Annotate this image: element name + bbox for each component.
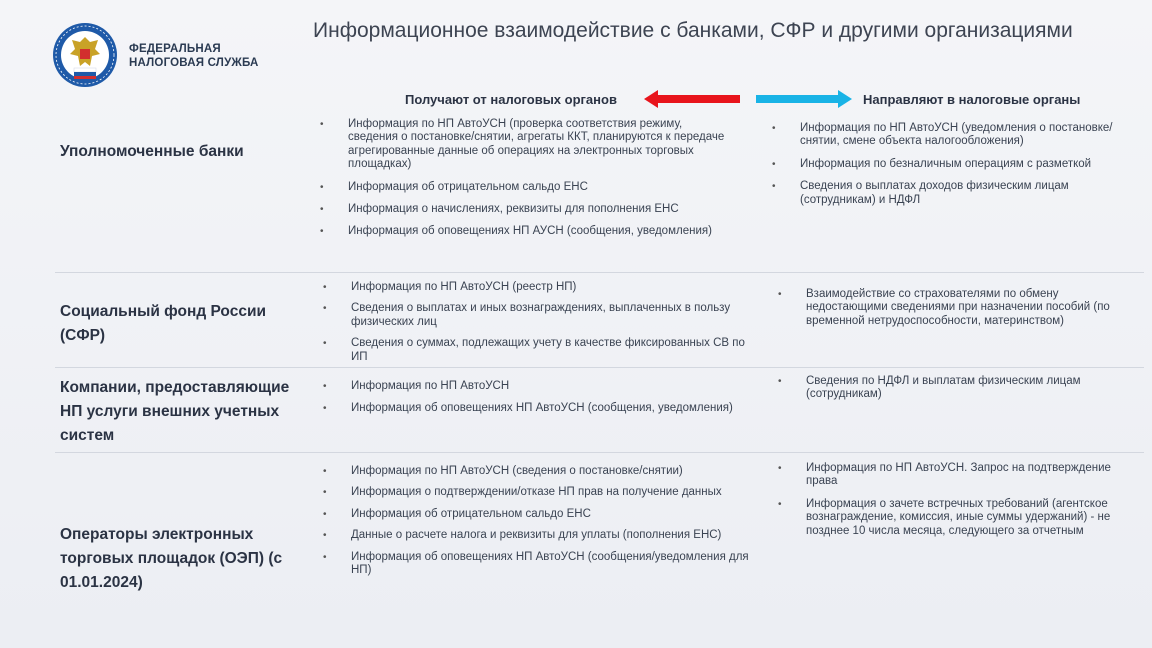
- org-banks: Уполномоченные банки: [60, 143, 244, 160]
- list-item: • Информация о начислениях, реквизиты для пополнения ЕНС: [320, 203, 730, 216]
- fns-logo-text: ФЕДЕРАЛЬНАЯ НАЛОГОВАЯ СЛУЖБА: [129, 43, 259, 69]
- list-item: • Сведения о выплатах доходов физическим лицам (сотрудникам) и НДФЛ: [772, 180, 1132, 207]
- accounting-receive-list: [323, 380, 753, 425]
- arrow-right-icon: [756, 90, 852, 108]
- org-sfr: Социальный фонд России (СФР): [60, 303, 266, 344]
- list-item: • Информация о подтверждении/отказе НП прав на получение данных: [323, 486, 753, 499]
- org-oep: Операторы электронных торговых площадок (ОЭП) (с 01.01.2024): [60, 526, 283, 591]
- list-item: • Информация по безналичным операциям с разметкой: [772, 158, 1132, 171]
- list-item: • Информация по НП АвтоУСН (проверка соответствия режиму, сведения о постановке/снятии, агрегаты ККТ, планируются к передаче агрегированные данные об операциях на электронных торговых площадках): [320, 118, 730, 172]
- org-accounting-systems: Компании, предоставляющие НП услуги внешних учетных систем: [60, 379, 290, 444]
- list-item: • Информация об оповещениях НП АУСН (сообщения, уведомления): [320, 225, 730, 238]
- list-item: • Информация об отрицательном сальдо ЕНС: [323, 508, 753, 521]
- accounting-send-list: [778, 375, 1138, 411]
- row-divider: [55, 272, 1144, 273]
- row-divider: [55, 452, 1144, 453]
- column-header-send: Направляют в налоговые органы: [863, 92, 1081, 107]
- sfr-send-list: [778, 288, 1138, 337]
- list-item: • Сведения о суммах, подлежащих учету в качестве фиксированных СВ по ИП: [323, 337, 763, 364]
- page-title: Информационное взаимодействие с банками, СФР и другими организациями: [313, 19, 1073, 42]
- row-divider: [55, 367, 1144, 368]
- arrow-left-icon: [644, 90, 740, 108]
- oep-receive-list: [323, 465, 753, 585]
- list-item: • Сведения по НДФЛ и выплатам физическим лицам (сотрудникам): [778, 375, 1138, 402]
- column-header-receive: Получают от налоговых органов: [405, 92, 617, 107]
- list-item: • Взаимодействие со страхователями по обмену недостающими сведениями при назначении пособий (по временной нетрудоспособности, материнством): [778, 288, 1138, 328]
- list-item: • Сведения о выплатах и иных вознаграждениях, выплаченных в пользу физических лиц: [323, 302, 763, 329]
- banks-send-list: [772, 122, 1132, 216]
- banks-receive-list: [320, 118, 730, 248]
- list-item: • Информация по НП АвтоУСН (сведения о постановке/снятии): [323, 465, 753, 478]
- oep-send-list: [778, 462, 1138, 547]
- list-item: • Информация о зачете встречных требований (агентское вознаграждение, комиссия, иные суммы удержаний) - не позднее 10 числа месяца, следующего за отчетным: [778, 498, 1138, 538]
- list-item: • Информация по НП АвтоУСН: [323, 380, 753, 393]
- fns-emblem-icon: [52, 22, 118, 88]
- list-item: • Информация по НП АвтоУСН (уведомления о постановке/снятии, смене объекта налогообложения): [772, 122, 1132, 149]
- list-item: • Данные о расчете налога и реквизиты для уплаты (пополнения ЕНС): [323, 529, 753, 542]
- list-item: • Информация по НП АвтоУСН. Запрос на подтверждение права: [778, 462, 1138, 489]
- list-item: • Информация об оповещениях НП АвтоУСН (сообщения/уведомления для НП): [323, 551, 753, 578]
- list-item: • Информация об оповещениях НП АвтоУСН (сообщения, уведомления): [323, 402, 753, 415]
- list-item: • Информация по НП АвтоУСН (реестр НП): [323, 281, 763, 294]
- list-item: • Информация об отрицательном сальдо ЕНС: [320, 181, 730, 194]
- sfr-receive-list: [323, 281, 763, 372]
